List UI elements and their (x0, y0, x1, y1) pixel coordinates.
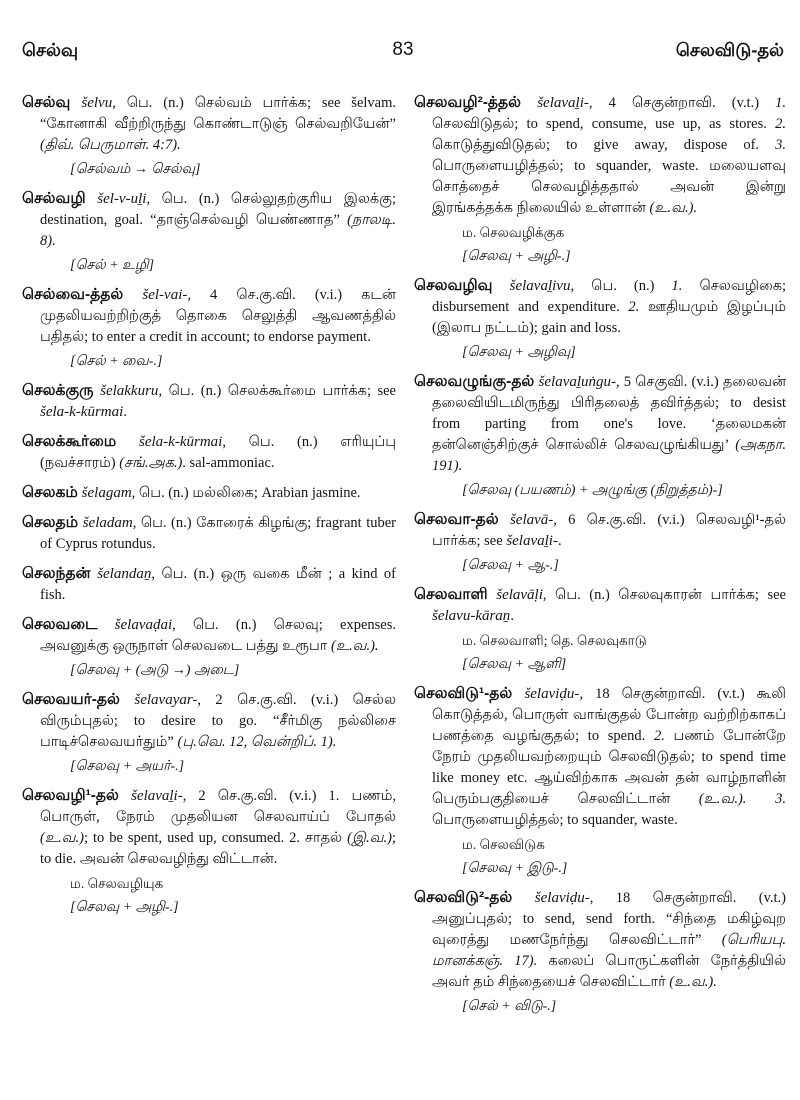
dictionary-entry (22, 689, 396, 777)
citation: (நாலடி. 8). (40, 212, 396, 249)
definition-text: , பெ. (n.) (570, 278, 672, 294)
cognate-line: ம. செலவிடுக (462, 837, 545, 852)
entry-body (414, 683, 786, 831)
transliteration: šelavaḻivu (492, 278, 571, 294)
entry-body (22, 92, 396, 156)
definition-text: , 2 செ.கு.வி. (v.i.) 1. பணம், பொருள், நேரம் முதலியன செலவாய்ப் போதல் (40, 788, 396, 825)
dictionary-entry (22, 563, 396, 606)
transliteration: šel-vai- (123, 287, 188, 303)
definition-text: , 5 செகுவி. (v.i.) தலைவன் தலைவியிடமிருந்து பிரிதலைத் தவிர்த்தல்; to desist from parting from one's love. ‘தலைமகன் தன்னெஞ்சிற்குச் சொல்லிச் செலவழுங்கியது’ (432, 374, 786, 453)
transliteration: šelavāḷi (487, 587, 543, 603)
definition-text: ; to be spent, used up, consumed. 2. சாதல் (83, 830, 348, 846)
headword: செலவழிவு (414, 277, 493, 294)
entry-body (414, 92, 786, 219)
page-number: 83 (392, 39, 414, 60)
dictionary-entry (22, 512, 396, 555)
transliteration: šel-v-uḻi (85, 191, 147, 207)
headword: செலக்குரு (22, 382, 94, 399)
citation: (சங்.அக.) (119, 455, 183, 471)
entry-body (414, 584, 786, 627)
transliteration: šelavu-kāraṉ (432, 608, 511, 624)
definition-text: , பெ. (n.) செலவு; expenses. அவனுக்கு ஒருநாள் செலவடை பத்து உரூபா (40, 617, 396, 654)
definition-text: , 2 செ.கு.வி. (v.i.) செல்ல விரும்புதல்; to desire to go. “சீர்மிகு நல்லிசை பாடிச்செலவயர்தும்” (40, 692, 396, 750)
etymology-line: [செலவு (பயணம்) + அழுங்கு (நிறுத்தம்)-] (462, 483, 723, 498)
definition-text: . (510, 608, 514, 624)
citation: (பு.வெ. 12, வென்றிப். 1). (177, 734, 337, 750)
etymology-line: [செலவு + ஆ-.] (462, 558, 559, 573)
entry-body (22, 380, 396, 423)
entry-body (22, 689, 396, 753)
cognate-line: ம. செலவாளி; தெ. செலவுகாடு (462, 633, 647, 648)
dictionary-entry (414, 887, 786, 1017)
transliteration: šelaviḍu- (512, 890, 590, 906)
definition-text: , 4 செகுன்றாவி. (v.t.) (588, 95, 776, 111)
headword: செலதம் (22, 514, 79, 531)
headword: செலவாளி (414, 586, 488, 603)
etymology-line: [செலவு + ஆளி] (462, 657, 567, 672)
dictionary-entry (22, 284, 396, 372)
headword: செல்வு (22, 94, 71, 111)
entry-body (22, 563, 396, 606)
headword: செலவழி²-த்தல் (414, 94, 521, 111)
etymology-line: [செல் + உழி] (70, 258, 155, 273)
dictionary-entry (22, 92, 396, 180)
citation: (பெரியபு. மானக்கஞ். 17). (432, 932, 786, 969)
transliteration: šelavayar- (119, 692, 198, 708)
definition-text: , 18 செகுன்றாவி. (v.t.) கூலி கொடுத்தல், பொருள் வாங்குதல் போன்ற வற்றிற்காகப் பணத்தை வழங்குதல்; to spend. (432, 686, 786, 744)
definition-text: . (123, 404, 127, 420)
definition-text: பொருளையழித்தல்; to squander, waste. (432, 812, 678, 828)
definition-text: , பெ. (n.) ஒரு வகை மீன் ; a kind of fish. (40, 566, 396, 603)
definition-text: பணம் போன்றே நேரம் முதலியவற்றையும் செலவிடுதல்; to spend time like money etc. ஆய்விற்காக அவன் தன் வாழ்நாளின் பெரும்பகுதியைச் செலவிட்டான் (432, 728, 786, 807)
cognate-line: ம. செலவழிக்குக (462, 225, 565, 240)
headword: செலவயர்-தல் (22, 691, 120, 708)
etymology-line: [செலவு + அழி-.] (70, 900, 179, 915)
definition-text: ஊதியமும் இழப்பும் (இலாப நட்டம்); gain and loss. (432, 299, 786, 336)
transliteration: šelavaḍai (97, 617, 173, 633)
etymology-line: [செலவு + அயர்-.] (70, 759, 185, 774)
transliteration: šelavaḻi- (521, 95, 589, 111)
headword: செலவழி¹-தல் (22, 787, 119, 804)
running-header (22, 36, 784, 64)
transliteration: šela-k-kūrmai (116, 434, 223, 450)
transliteration: šelakkuru (93, 383, 159, 399)
definition-text: . (557, 533, 562, 549)
entry-body (22, 284, 396, 348)
definition-text: , 18 செகுன்றாவி. (v.t.) அனுப்புதல்; to send, send forth. “சிந்தை மகிழ்வுற வுரைத்து மணநேர்ந்து செலவிட்டார்” (432, 890, 786, 948)
transliteration: šelagam (77, 485, 132, 501)
entry-body (22, 188, 396, 252)
transliteration: šelavaḻi- (118, 788, 183, 804)
citation: (இ.வ.) (347, 830, 392, 846)
right-column (414, 92, 786, 1088)
transliteration: šelaviḍu- (512, 686, 580, 702)
etymology-line: [செல் + வை-.] (70, 354, 163, 369)
headword: செலவழுங்கு-தல் (414, 373, 535, 390)
dictionary-entry (414, 371, 786, 501)
dictionary-entry (414, 275, 786, 363)
headword: செலந்தன் (22, 565, 91, 582)
entry-body (22, 431, 396, 474)
definition-text: கலைப் பொருட்களின் நேர்த்தியில் அவர் தம் சிந்தையைச் செலவிட்டார் (432, 953, 786, 990)
transliteration: šelavā- (498, 512, 554, 528)
dictionary-entry (22, 188, 396, 276)
etymology-line: [செல்வம் → செல்வு] (70, 162, 201, 177)
definition-text: கொடுத்துவிடுதல்; to give away, dispose of. (432, 137, 776, 153)
etymology-line: [செல் + விடு-.] (462, 999, 557, 1014)
dictionary-entry (414, 92, 786, 267)
dictionary-entry (22, 482, 396, 504)
transliteration: šelavaḻuṅgu- (534, 374, 617, 390)
dictionary-entry (22, 614, 396, 681)
citation: 3. (775, 137, 786, 153)
headword: செலகம் (22, 484, 78, 501)
transliteration: šela-k-kūrmai (40, 404, 124, 420)
entry-body (22, 614, 396, 657)
entry-body (414, 887, 786, 993)
definition-text: , பெ. (n.) செல்வம் பார்க்க; see šelvam. “கோனாகி வீற்றிருந்து கொண்டாடுஞ் செல்வறியேன்” (40, 95, 396, 132)
entry-body (22, 482, 396, 504)
citation: (உ.வ.). (669, 974, 717, 990)
headword: செல்வை-த்தல் (22, 286, 124, 303)
dictionary-entry (414, 584, 786, 675)
citation: (அகநா. 191). (432, 437, 786, 474)
definition-text: , பெ. (n.) செலக்கூர்மை பார்க்க; see (158, 383, 396, 399)
entry-body (414, 509, 786, 552)
definition-text: , பெ. (n.) செல்லுதற்குரிய இலக்கு; destination, goal. “தாஞ்செல்வழி யெண்ணாத” (40, 191, 396, 228)
entry-body (414, 275, 786, 339)
transliteration: šelavaḻi- (506, 533, 558, 549)
citation: (உ.வ.). (649, 200, 698, 216)
dictionary-entry (22, 380, 396, 423)
transliteration: šelvu (70, 95, 113, 111)
definition-text: பொருளையழித்தல்; to squander, waste. மலையளவு சொத்தைச் செலவழித்ததால் அவன் இன்று இரங்கத்தக்க நிலையில் உள்ளான் (432, 158, 786, 216)
left-column (22, 92, 396, 1088)
definition-text: ; to die. அவன் செலவழிந்து விட்டான். (40, 830, 396, 867)
headword: செலவிடு²-தல் (414, 889, 513, 906)
definition-text: , பெ. (n.) கோரைக் கிழங்கு; fragrant tuber of Cyprus rotundus. (40, 515, 396, 552)
definition-text: செலவழிகை; disbursement and expenditure. (432, 278, 786, 315)
headword: செலவா-தல் (414, 511, 499, 528)
transliteration: šelandaṉ (90, 566, 152, 582)
citation: (உ.வ.). (330, 638, 379, 654)
definition-text: , 6 செ.கு.வி. (v.i.) செலவழி¹-தல் பார்க்க; see (432, 512, 786, 549)
citation: (திவ். பெருமாள். 4:7). (40, 137, 181, 153)
definition-text: . sal-ammoniac. (182, 455, 275, 471)
citation: 2. (775, 116, 786, 132)
dictionary-entry (22, 431, 396, 474)
entry-body (22, 512, 396, 555)
dictionary-entry (22, 785, 396, 918)
dictionary-entry (414, 509, 786, 576)
headword: செல்வழி (22, 190, 86, 207)
transliteration: šeladam (78, 515, 133, 531)
etymology-line: [செலவு + (அடு →) அடை] (70, 663, 240, 678)
etymology-line: [செலவு + இடு-.] (462, 861, 568, 876)
running-head-right: செலவிடு-தல் (675, 40, 784, 60)
citation: (உ.வ.). 3. (698, 791, 786, 807)
definition-text: , பெ. (n.) செலவுகாரன் பார்க்க; see (542, 587, 786, 603)
citation: 2. (628, 299, 640, 315)
etymology-line: [செலவு + அழிவு] (462, 345, 576, 360)
cognate-line: ம. செலவழியுக (70, 876, 164, 891)
definition-text: , பெ. (n.) எரியுப்பு (நவச்சாரம்) (40, 434, 396, 471)
entry-body (22, 785, 396, 870)
dictionary-entry (414, 683, 786, 879)
definition-text: , பெ. (n.) மல்லிகை; Arabian jasmine. (131, 485, 361, 501)
entry-body (414, 371, 786, 477)
citation: 1. (671, 278, 683, 294)
citation: 1. (775, 95, 786, 111)
headword: செலவிடு¹-தல் (414, 685, 513, 702)
definition-text: செலவிடுதல்; to spend, consume, use up, as stores. (432, 116, 776, 132)
citation: (உ.வ.) (40, 830, 84, 846)
citation: 2. (653, 728, 665, 744)
running-head-left: செல்வு (22, 40, 79, 60)
headword: செலக்கூர்மை (22, 433, 117, 450)
definition-text: , 4 செ.கு.வி. (v.i.) கடன் முதலியவற்றிற்குத் தொகை செலுத்தி ஆவணத்தில் பதிதல்; to enter a credit in account; to endorse payment. (40, 287, 396, 345)
headword: செலவடை (22, 616, 98, 633)
etymology-line: [செலவு + அழி-.] (462, 249, 571, 264)
